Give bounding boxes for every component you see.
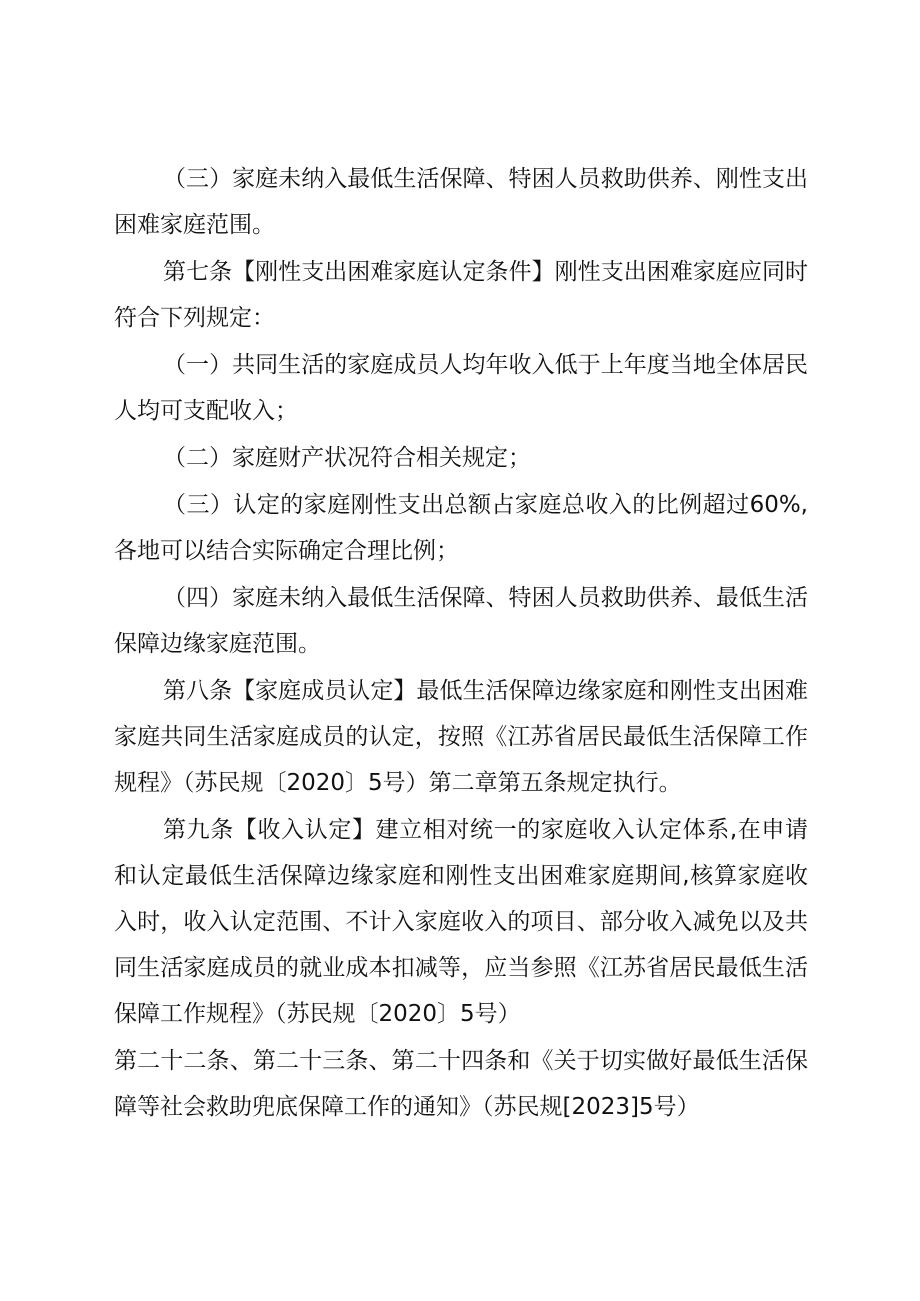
paragraph-item-3: （三）家庭未纳入最低生活保障、特困人员救助供养、刚性支出困难家庭范围。 bbox=[114, 166, 808, 238]
paragraph-item-4: （四）家庭未纳入最低生活保障、特困人员救助供养、最低生活保障边缘家庭范围。 bbox=[114, 585, 808, 657]
paragraph-continuation: 第二十二条、第二十三条、第二十四条和《关于切实做好最低生活保障等社会救助兜底保障工作的通知》（苏民规[2023]5号） bbox=[114, 1048, 808, 1120]
paragraph-article-7: 第七条【刚性支出困难家庭认定条件】刚性支出困难家庭应同时符合下列规定： bbox=[114, 259, 808, 331]
paragraph-item-2: （二）家庭财产状况符合相关规定； bbox=[163, 445, 531, 471]
document-body bbox=[114, 156, 808, 1131]
paragraph-article-8: 第八条【家庭成员认定】最低生活保障边缘家庭和刚性支出困难家庭共同生活家庭成员的认定，按照《江苏省居民最低生活保障工作规程》（苏民规〔2020〕5号）第二章第五条规定执行。 bbox=[114, 678, 808, 796]
paragraph-item-1: （一）共同生活的家庭成员人均年收入低于上年度当地全体居民人均可支配收入； bbox=[114, 352, 808, 424]
paragraph-item-3b: （三）认定的家庭刚性支出总额占家庭总收入的比例超过60%,各地可以结合实际确定合理比例； bbox=[114, 492, 808, 564]
paragraph-article-9: 第九条【收入认定】建立相对统一的家庭收入认定体系,在申请和认定最低生活保障边缘家庭和刚性支出困难家庭期间,核算家庭收入时，收入认定范围、不计入家庭收入的项目、部分收入减免以及共同生活家庭成员的就业成本扣减等，应当参照《江苏省居民最低生活保障工作规程》（苏民规〔2020〕5号） bbox=[114, 817, 808, 1027]
